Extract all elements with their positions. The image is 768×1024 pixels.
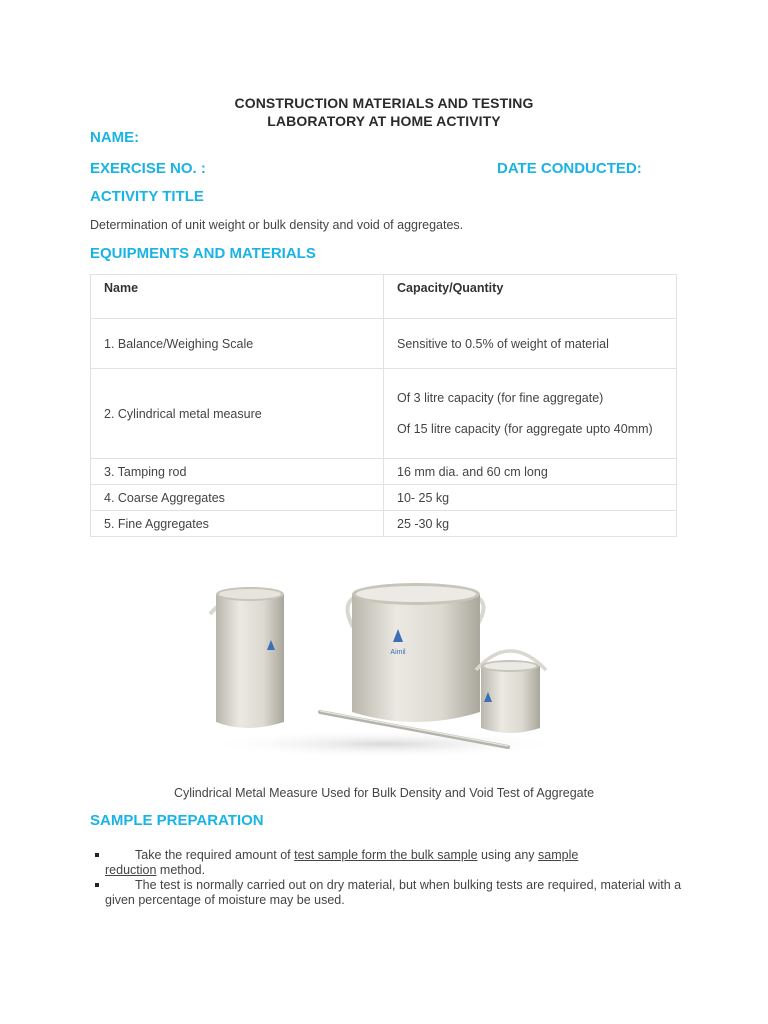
table-header-row xyxy=(91,275,677,319)
bullet-text: Take the required amount of xyxy=(135,848,295,862)
list-item xyxy=(93,848,688,878)
bullet-icon xyxy=(95,853,99,857)
table-cell-capacity: 25 -30 kg xyxy=(384,511,677,537)
sample-preparation-list xyxy=(93,848,688,908)
link-test-sample[interactable]: test sample form the bulk sample xyxy=(294,848,478,862)
table-cell-name: 2. Cylindrical metal measure xyxy=(91,369,384,459)
table-cell-name: 1. Balance/Weighing Scale xyxy=(91,319,384,369)
table-row xyxy=(91,485,677,511)
link-sample-reduction-part1[interactable]: sample xyxy=(538,848,579,862)
activity-text: Determination of unit weight or bulk density and void of aggregates. xyxy=(90,218,464,232)
doc-title-line1: CONSTRUCTION MATERIALS AND TESTING xyxy=(234,95,534,111)
list-item xyxy=(93,878,688,908)
table-row xyxy=(91,319,677,369)
table-cell-name: 4. Coarse Aggregates xyxy=(91,485,384,511)
table-cell-name: 5. Fine Aggregates xyxy=(91,511,384,537)
table-row xyxy=(91,369,677,459)
table-cell-capacity: 16 mm dia. and 60 cm long xyxy=(384,459,677,485)
exercise-label: EXERCISE NO. : xyxy=(90,160,206,177)
bucket-3l xyxy=(210,587,284,728)
equipment-heading: EQUIPMENTS AND MATERIALS xyxy=(90,245,316,262)
sample-preparation-heading: SAMPLE PREPARATION xyxy=(90,812,264,829)
date-conducted-label: DATE CONDUCTED: xyxy=(497,160,642,177)
svg-text:Aimil: Aimil xyxy=(390,649,406,656)
bullet-text: method. xyxy=(156,863,206,877)
table-header-name: Name xyxy=(91,275,384,319)
table-cell-capacity xyxy=(384,369,677,459)
table-cell-capacity: 10- 25 kg xyxy=(384,485,677,511)
bullet-text: using any xyxy=(477,848,539,862)
measure-buckets-photo xyxy=(190,572,580,762)
activity-title-heading: ACTIVITY TITLE xyxy=(90,188,204,205)
table-header-capacity: Capacity/Quantity xyxy=(384,275,677,319)
name-label: NAME: xyxy=(90,129,140,146)
table-cell-capacity: Sensitive to 0.5% of weight of material xyxy=(384,319,677,369)
table-cell-name: 3. Tamping rod xyxy=(91,459,384,485)
equipment-table xyxy=(90,274,677,537)
capacity-line: Of 15 litre capacity (for aggregate upto 40mm) xyxy=(397,422,653,436)
bullet-icon xyxy=(95,883,99,887)
capacity-line: Of 3 litre capacity (for fine aggregate) xyxy=(397,391,604,405)
link-sample-reduction-part2[interactable]: reduction xyxy=(105,863,157,877)
photo-caption: Cylindrical Metal Measure Used for Bulk Density and Void Test of Aggregate xyxy=(173,786,595,800)
doc-title-line2: LABORATORY AT HOME ACTIVITY xyxy=(267,113,501,129)
table-row xyxy=(91,459,677,485)
bucket-15l xyxy=(348,583,484,722)
table-row xyxy=(91,511,677,537)
bucket-small xyxy=(476,651,546,733)
bullet-text: The test is normally carried out on dry material, but when bulking tests are required, material with a given percentage of moisture may be used. xyxy=(105,878,682,907)
